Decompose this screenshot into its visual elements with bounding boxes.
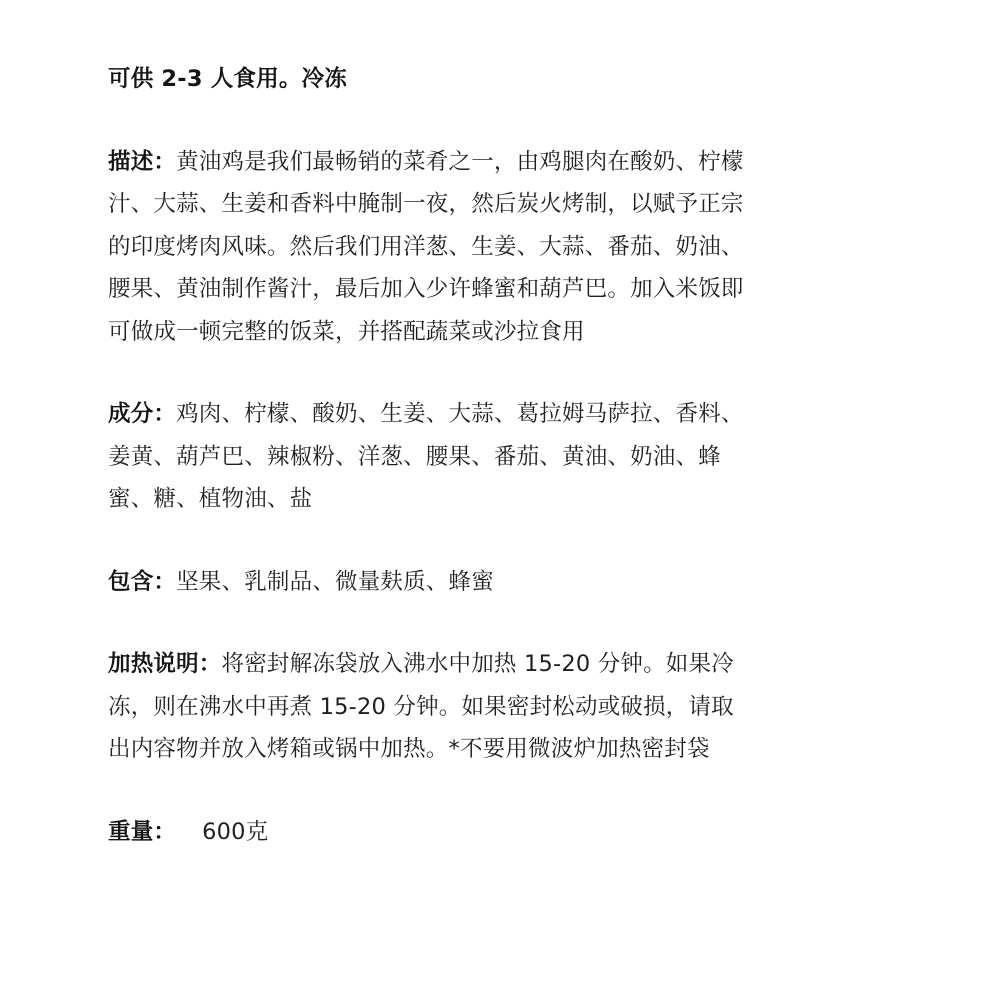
description-section: [108, 141, 748, 354]
description-text: 黄油鸡是我们最畅销的菜肴之一，由鸡腿肉在酸奶、柠檬汁、大蒜、生姜和香料中腌制一夜，然后炭火烤制，以赋予正宗的印度烤肉风味。然后我们用洋葱、生姜、大蒜、番茄、奶油、腰果、黄油制作酱汁，最后加入少许蜂蜜和葫芦巴。加入米饭即可做成一顿完整的饭菜，并搭配蔬菜或沙拉食用: [108, 148, 744, 345]
description-label: 描述：: [108, 148, 177, 175]
weight-label: 重量：: [108, 818, 177, 845]
contains-label: 包含：: [108, 568, 177, 595]
contains-text: 坚果、乳制品、微量麸质、蜂蜜: [176, 568, 494, 595]
ingredients-text: 鸡肉、柠檬、酸奶、生姜、大蒜、葛拉姆马萨拉、香料、姜黄、葫芦巴、辣椒粉、洋葱、腰果、番茄、黄油、奶油、蜂蜜、糖、植物油、盐: [108, 401, 744, 512]
heating-label: 加热说明：: [108, 651, 222, 677]
contains-section: [108, 561, 748, 604]
weight-section: [108, 811, 748, 854]
heating-section: [108, 643, 748, 771]
ingredients-label: 成分：: [108, 401, 177, 427]
ingredients-section: [108, 393, 748, 521]
product-info: [108, 58, 748, 853]
serving-info: 可供 2-3 人食用。冷冻: [108, 66, 347, 92]
weight-value: 600克: [202, 818, 269, 845]
heating-text: 将密封解冻袋放入沸水中加热 15-20 分钟。如果冷冻，则在沸水中再煮 15-20 分钟。如果密封松动或破损，请取出内容物并放入烤箱或锅中加热。*不要用微波炉加热密封袋: [108, 651, 734, 762]
